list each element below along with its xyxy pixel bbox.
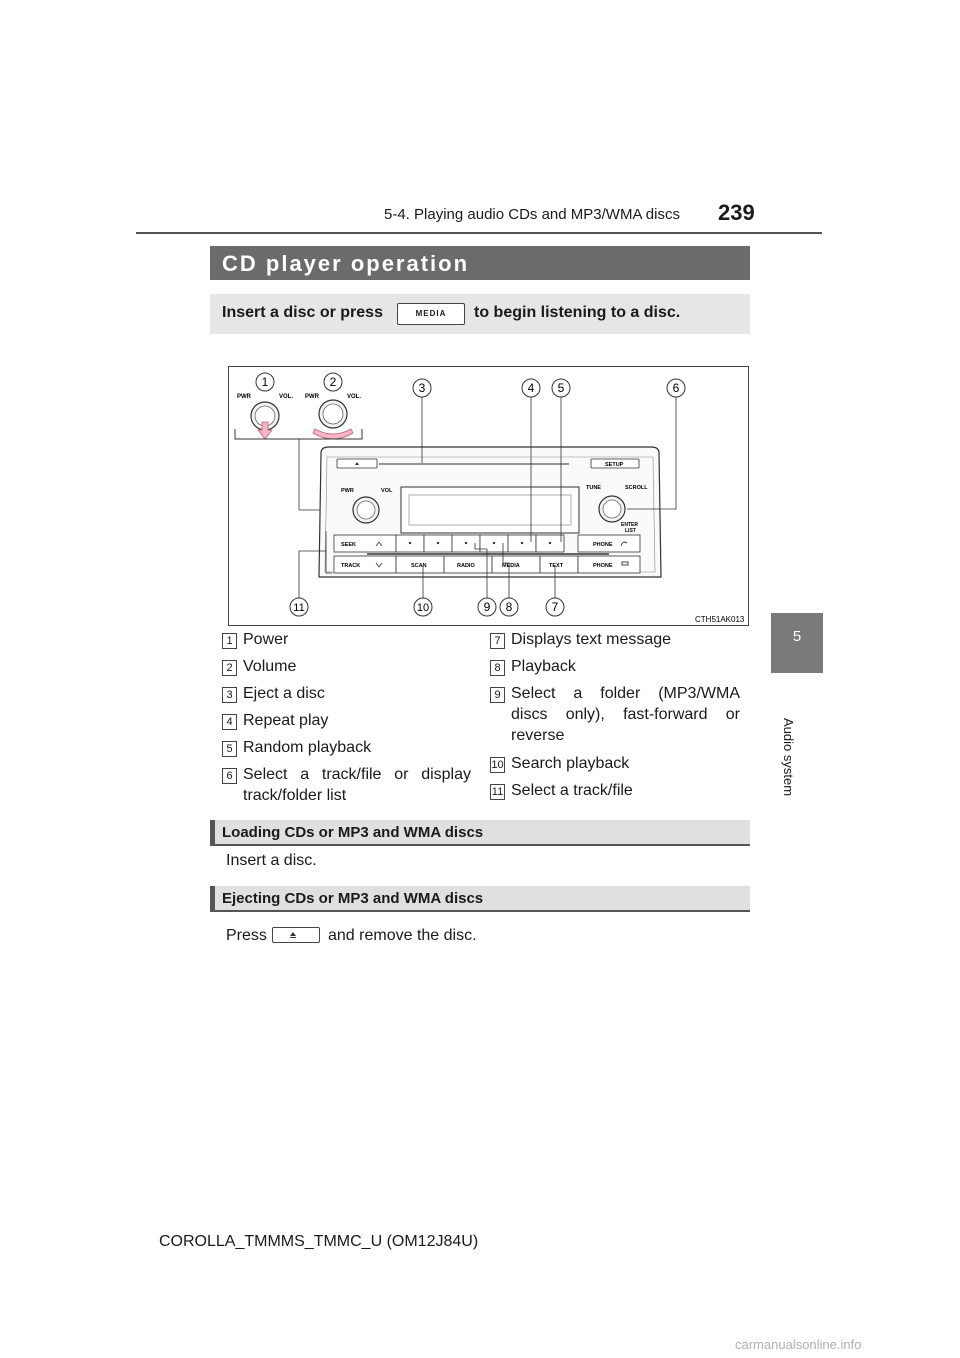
callout-6: 6: [672, 381, 680, 395]
panel-power-volume-knob-inner: [357, 501, 375, 519]
legend-text-1: Power: [243, 631, 289, 648]
section-title: CD player operation: [222, 251, 470, 276]
rotate-arrow-icon: [313, 429, 353, 439]
callout-10: 10: [416, 602, 430, 614]
legend-num-11: 11: [491, 786, 504, 798]
chapter-side-label: Audio system: [781, 718, 796, 797]
ejecting-title: Ejecting CDs or MP3 and WMA discs: [222, 890, 484, 907]
media-label: MEDIA: [502, 563, 520, 569]
display-screen: [401, 487, 579, 533]
track-label: TRACK: [341, 563, 361, 569]
legend-text-8: Playback: [511, 658, 576, 675]
callout-11: 11: [293, 602, 305, 614]
scroll-label: SCROLL: [625, 485, 648, 491]
legend-text-6-line1: Select a track/file or display: [243, 766, 471, 783]
eject-button-icon: [272, 927, 320, 943]
preset-dot-2: [437, 542, 439, 544]
callout-9: 9: [483, 600, 491, 614]
knob2-pwr-label: PWR: [305, 394, 319, 400]
footer-model-code: COROLLA_TMMMS_TMMC_U (OM12J84U): [159, 1233, 479, 1250]
chapter-tab-number: 5: [792, 628, 802, 645]
page-number: 239: [718, 200, 755, 225]
eject-icon-base: [290, 937, 296, 938]
legend-num-10: 10: [491, 759, 504, 771]
intro-text-after: to begin listening to a disc.: [474, 304, 681, 321]
panel-vol-label: VOL: [381, 488, 393, 494]
legend-num-7: 7: [490, 633, 505, 649]
scan-label: SCAN: [411, 563, 427, 569]
volume-knob-inner: [323, 404, 343, 424]
legend-num-2: 2: [222, 660, 237, 676]
legend-text-10: Search playback: [511, 755, 630, 772]
legend-num-8: 8: [490, 660, 505, 676]
legend-num-9: 9: [490, 687, 505, 703]
callout-2: 2: [329, 375, 337, 389]
legend-text-5: Random playback: [243, 739, 372, 756]
audio-panel-figure: [228, 366, 749, 626]
watermark: carmanualsonline.info: [735, 1337, 862, 1352]
callout-7: 7: [551, 600, 559, 614]
audio-head-unit: [319, 447, 661, 577]
preset-dot-3: [465, 542, 467, 544]
legend-num-4: 4: [222, 714, 237, 730]
seek-label: SEEK: [341, 542, 356, 548]
tune-label: TUNE: [586, 485, 601, 491]
legend-num-3: 3: [222, 687, 237, 703]
legend-num-5: 5: [222, 741, 237, 757]
ejecting-body-before: Press: [226, 927, 267, 944]
list-label: LIST: [625, 528, 636, 534]
phone-hangup-label: PHONE: [593, 563, 613, 569]
header-rule: [136, 232, 822, 234]
legend-num-1: 1: [222, 633, 237, 649]
callout-1: 1: [261, 375, 269, 389]
legend-text-9-line2: discs only), fast-forward or: [511, 706, 740, 723]
preset-dot-4: [493, 542, 495, 544]
intro-text-before: Insert a disc or press: [222, 304, 383, 321]
loading-body: Insert a disc.: [226, 852, 317, 869]
eject-icon: [290, 932, 296, 936]
legend-text-9-line3: reverse: [511, 727, 565, 744]
preset-dot-6: [549, 542, 551, 544]
legend-text-11: Select a track/file: [511, 782, 633, 799]
media-button-icon: MEDIA: [397, 303, 465, 325]
text-label: TEXT: [549, 563, 564, 569]
setup-label: SETUP: [605, 462, 624, 468]
knob2-vol-label: VOL.: [347, 394, 362, 400]
loading-header-accent: [210, 820, 215, 846]
preset-dot-1: [409, 542, 411, 544]
tune-scroll-knob-inner: [603, 500, 621, 518]
legend-text-6-line2: track/folder list: [243, 787, 347, 804]
callout-5: 5: [557, 381, 565, 395]
chapter-title: 5-4. Playing audio CDs and MP3/WMA discs: [384, 206, 680, 223]
callout-4: 4: [527, 381, 535, 395]
panel-pwr-label: PWR: [341, 488, 354, 494]
phone-answer-label: PHONE: [593, 542, 613, 548]
callout-3: 3: [418, 381, 426, 395]
loading-title: Loading CDs or MP3 and WMA discs: [222, 824, 484, 841]
knob1-pwr-label: PWR: [237, 394, 251, 400]
ejecting-body-after: and remove the disc.: [328, 927, 477, 944]
enter-label: ENTER: [621, 522, 638, 528]
radio-label: RADIO: [457, 563, 475, 569]
legend-text-9-line1: Select a folder (MP3/WMA: [511, 685, 740, 702]
figure-code: CTH51AK013: [695, 615, 745, 624]
legend-text-4: Repeat play: [243, 712, 329, 729]
legend-num-6: 6: [222, 768, 237, 784]
knob1-vol-label: VOL.: [279, 394, 294, 400]
legend-text-3: Eject a disc: [243, 685, 325, 702]
legend-text-7: Displays text message: [511, 631, 672, 648]
preset-dot-5: [521, 542, 523, 544]
audio-panel-illustration: [229, 367, 748, 625]
legend-text-2: Volume: [243, 658, 297, 675]
ejecting-header-accent: [210, 886, 215, 912]
callout-8: 8: [505, 600, 513, 614]
